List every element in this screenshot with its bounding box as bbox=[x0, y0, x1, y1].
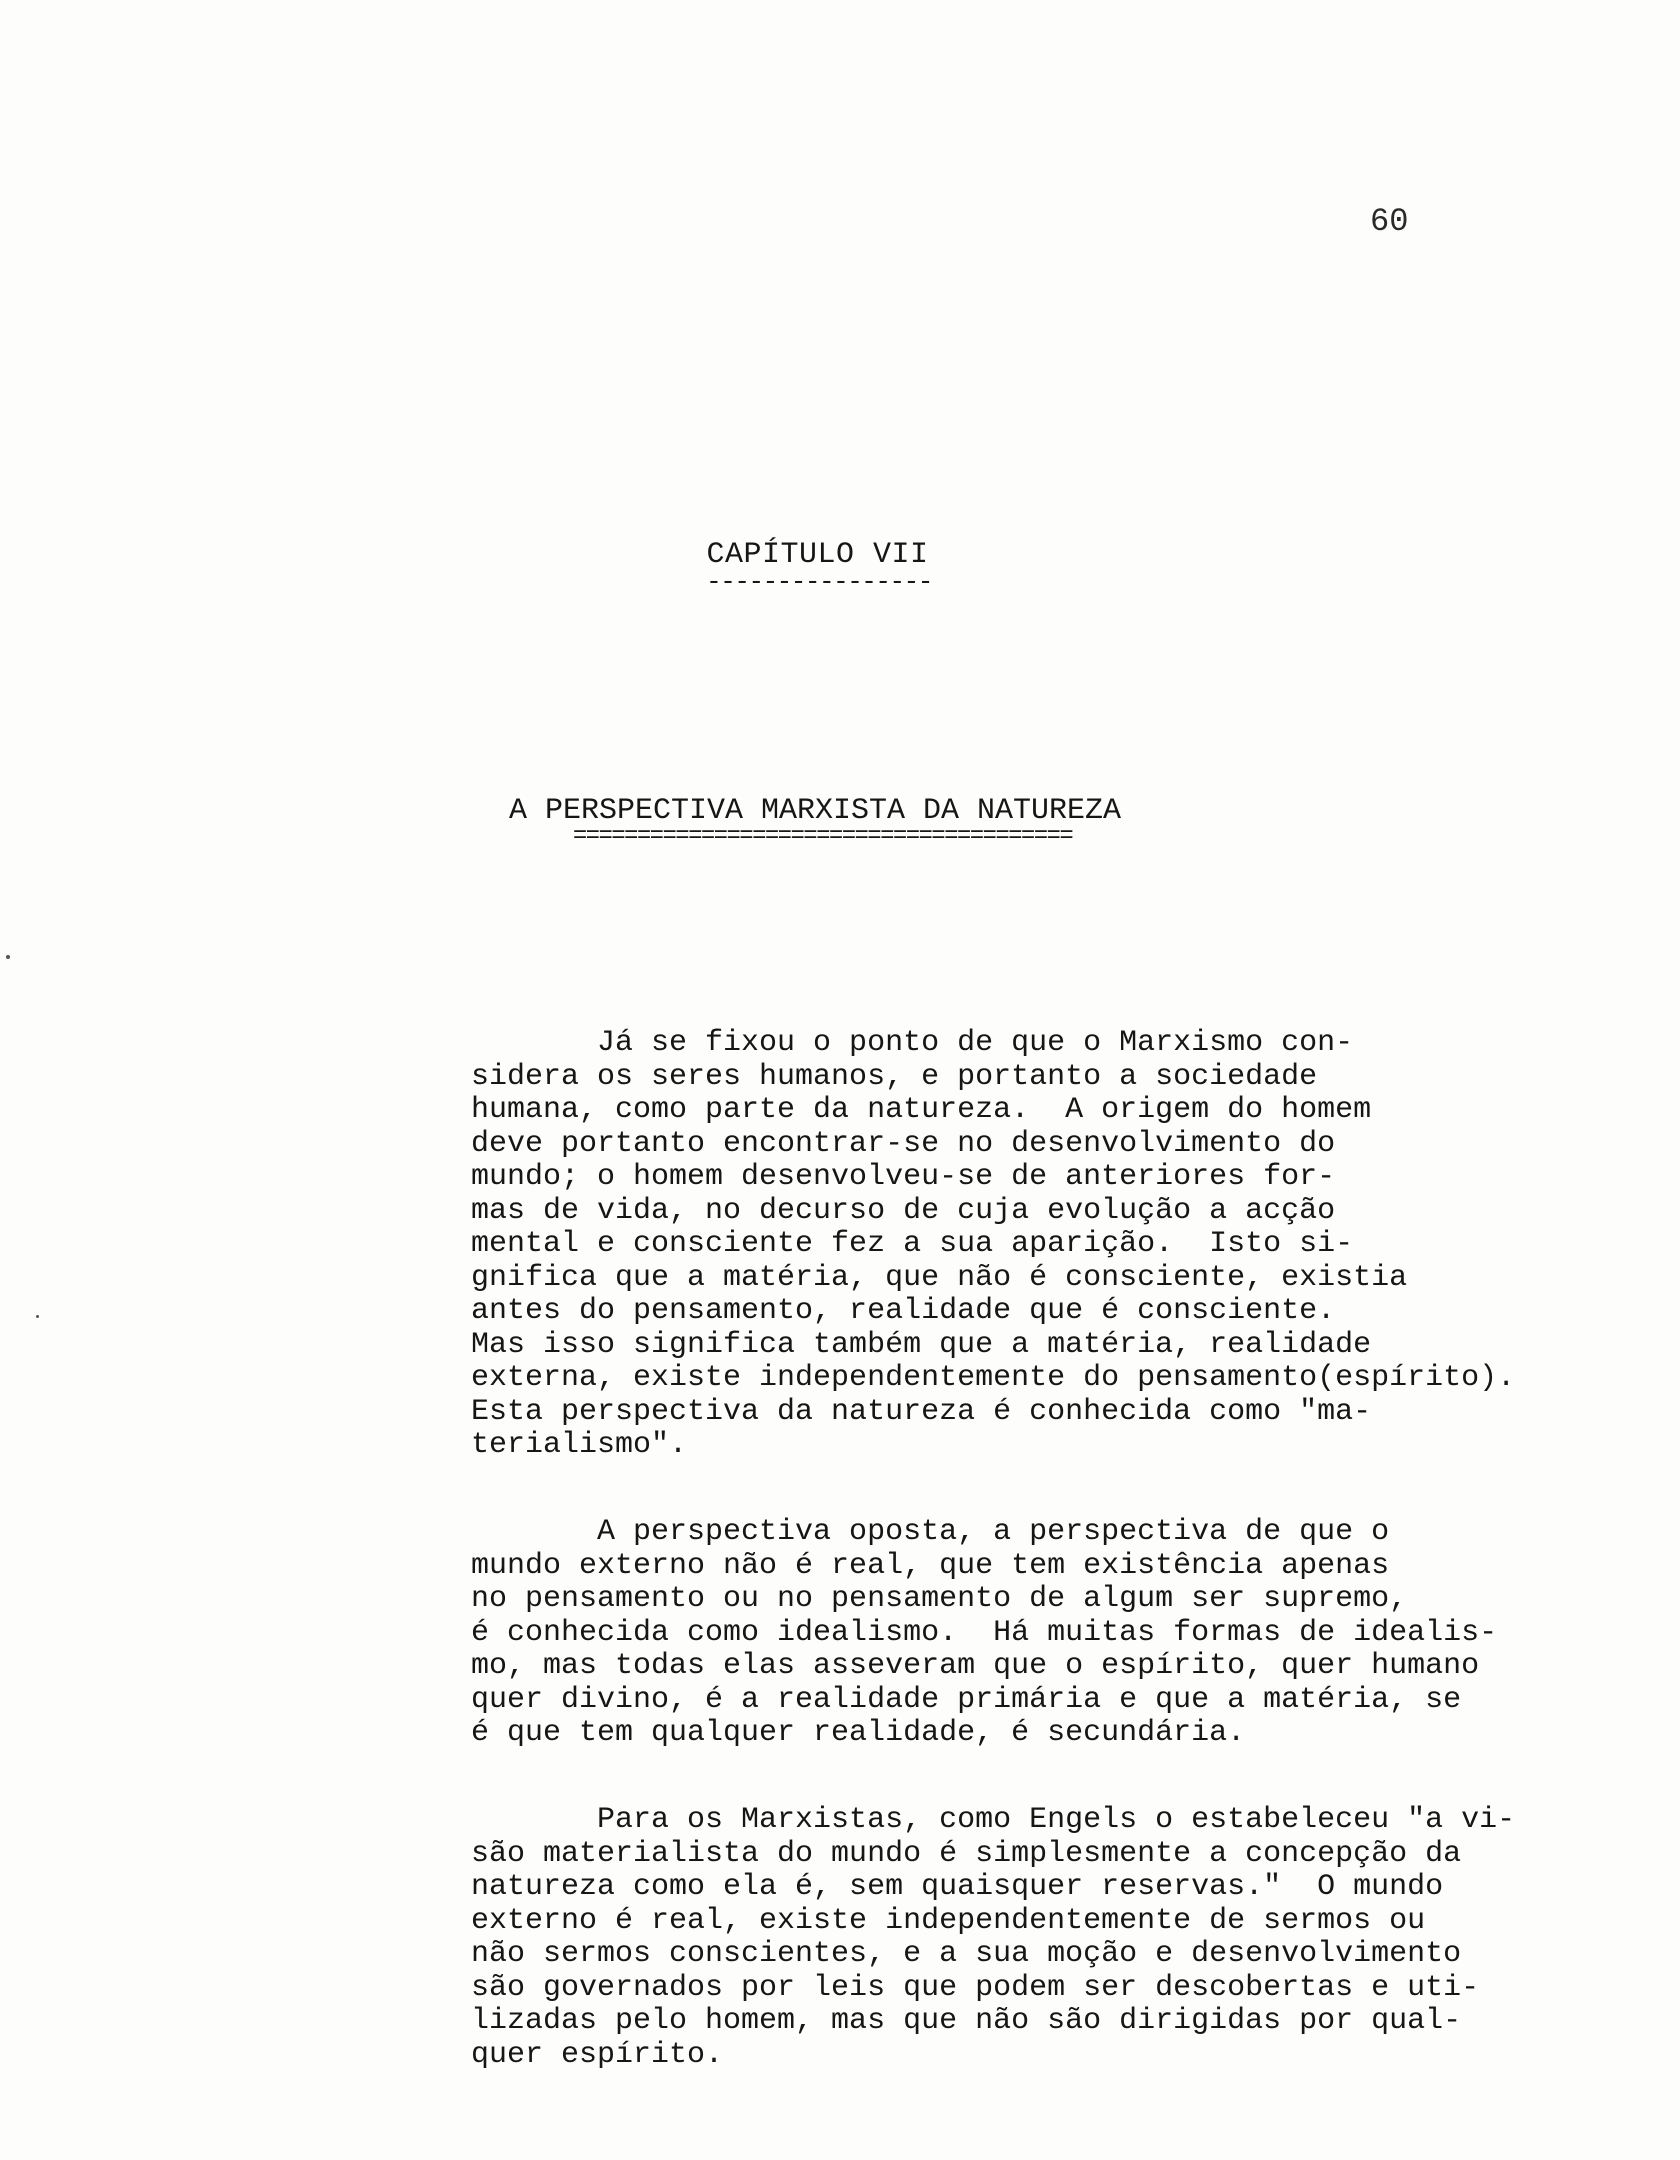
section-title: A PERSPECTIVA MARXISTA DA NATUREZA bbox=[508, 794, 1122, 828]
chapter-heading bbox=[0, 538, 1680, 597]
body-paragraph-2: A perspectiva oposta, a perspectiva de que o mundo externo não é real, que tem existência apenas no pensamento ou no pensamento de algum ser supremo, é conhecida como idealismo. Há muitas formas de idealis- mo, mas todas elas asseveram que o espírito, quer humano quer divino, é a realidade primária e que a matéria, se é que tem qualquer realidade, é secundária. bbox=[471, 1515, 1498, 1750]
body-paragraph-1: Já se fixou o ponto de que o Marxismo con- sidera os seres humanos, e portanto a sociedade humana, como parte da natureza. A origem do homem deve portanto encontrar-se no desenvolvimento do mundo; o homem desenvolveu-se de anteriores for- mas de vida, no decurso de cuja evolução a acção mental e consciente fez a sua aparição. Isto si- gnifica que a matéria, que não é consciente, existia antes do pensamento, realidade que é consciente. Mas isso significa também que a matéria, realidade externa, existe independentemente do pensamento(espírito). Esta perspectiva da natureza é conhecida como "ma- terialismo". bbox=[471, 1026, 1516, 1462]
section-heading bbox=[0, 794, 1680, 850]
page-number: 60 bbox=[1370, 203, 1409, 240]
chapter-title: CAPÍTULO VII bbox=[706, 538, 929, 572]
scan-speck bbox=[6, 955, 10, 959]
chapter-title-underline: ---------------- bbox=[706, 567, 932, 597]
body-paragraph-3: Para os Marxistas, como Engels o estabeleceu "a vi- são materialista do mundo é simplesmente a concepção da natureza como ela é, sem quaisquer reservas." O mundo externo é real, existe independentemente de sermos ou não sermos conscientes, e a sua moção e desenvolvimento são governados por leis que podem ser descobertas e uti- lizadas pelo homem, mas que não são dirigidas por qual- quer espírito. bbox=[471, 1803, 1516, 2072]
section-title-underline: ======================================= bbox=[572, 823, 1073, 850]
scan-speck bbox=[36, 1315, 39, 1318]
